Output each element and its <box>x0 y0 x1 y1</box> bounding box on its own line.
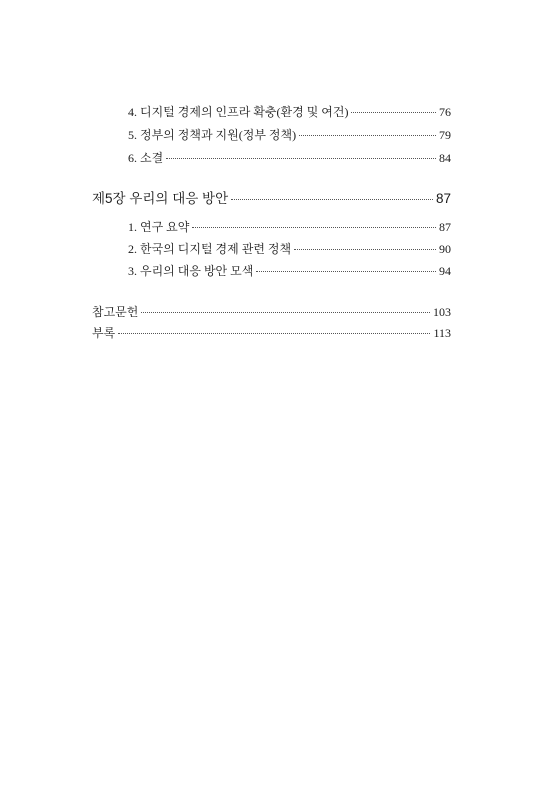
toc-chapter-5[interactable] <box>92 187 451 207</box>
toc-entry-5-1[interactable] <box>128 218 451 235</box>
toc-entry-label: 참고문헌 <box>92 305 139 319</box>
toc-appendix[interactable] <box>92 324 451 341</box>
toc-page-number: 84 <box>439 151 451 165</box>
toc-entry-label: 5. 정부의 정책과 지원(정부 정책) <box>128 128 297 142</box>
toc-entry-4-6[interactable] <box>128 149 451 166</box>
toc-entry-4-5[interactable] <box>128 126 451 143</box>
toc-page-number: 113 <box>433 326 451 340</box>
toc-entry-label: 3. 우리의 대응 방안 모색 <box>128 264 254 278</box>
toc-page-number: 87 <box>435 191 451 206</box>
toc-page-number: 103 <box>433 305 451 319</box>
toc-entry-label: 부록 <box>92 326 116 340</box>
dot-leader <box>256 271 436 272</box>
dot-leader <box>166 158 436 159</box>
dot-leader <box>192 227 436 228</box>
toc-entry-5-2[interactable] <box>128 240 451 257</box>
toc-entry-label: 1. 연구 요약 <box>128 220 190 234</box>
dot-leader <box>294 249 436 250</box>
toc-entry-label: 2. 한국의 디지털 경제 관련 정책 <box>128 242 292 256</box>
toc-entry-label: 4. 디지털 경제의 인프라 확충(환경 및 여건) <box>128 105 349 119</box>
toc-entry-4-4[interactable] <box>128 103 451 120</box>
toc-entry-5-3[interactable] <box>128 262 451 279</box>
toc-chapter-label: 제5장 우리의 대응 방안 <box>92 191 229 206</box>
dot-leader <box>141 312 430 313</box>
toc-page-number: 76 <box>439 105 451 119</box>
toc-entry-label: 6. 소결 <box>128 151 164 165</box>
toc-page-number: 79 <box>439 128 451 142</box>
toc-page-number: 87 <box>439 220 451 234</box>
dot-leader <box>351 112 436 113</box>
toc-references[interactable] <box>92 303 451 320</box>
toc-page-number: 94 <box>439 264 451 278</box>
toc-page-number: 90 <box>439 242 451 256</box>
dot-leader <box>118 333 430 334</box>
dot-leader <box>231 199 433 200</box>
dot-leader <box>299 135 436 136</box>
